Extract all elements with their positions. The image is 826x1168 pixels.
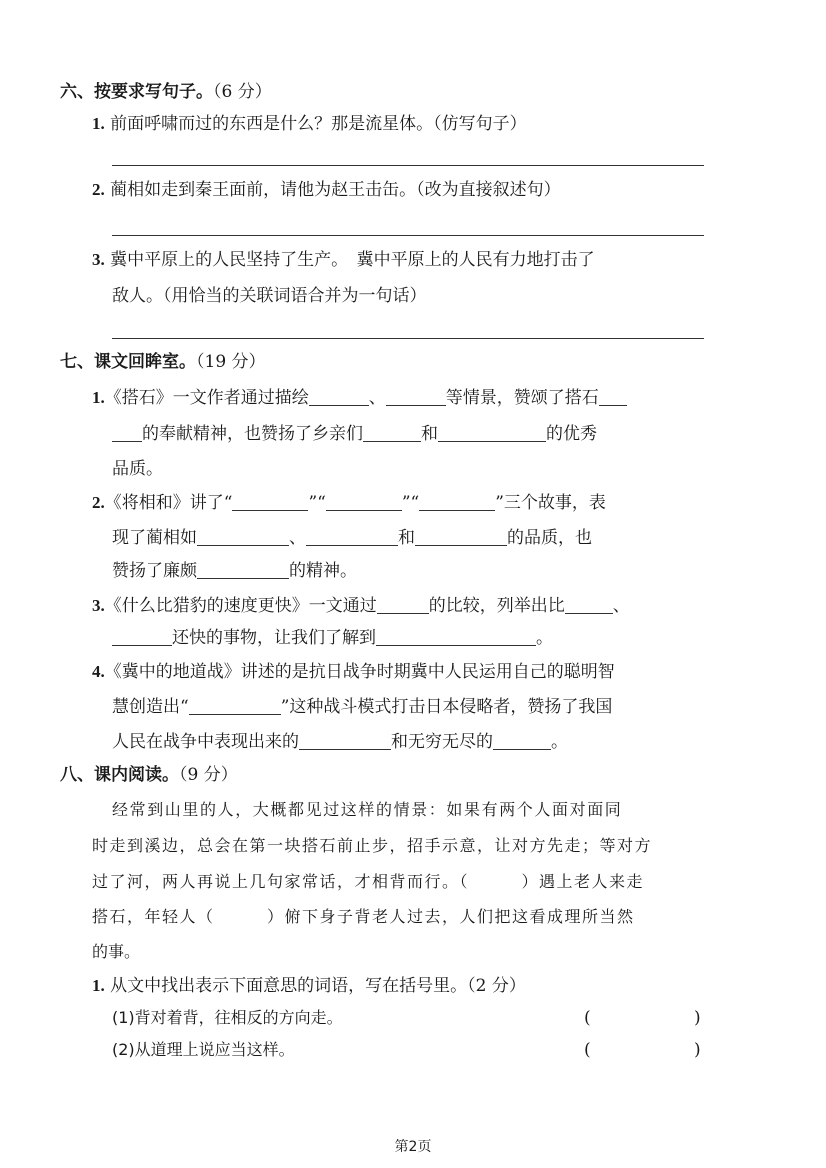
question-number: 2. <box>92 180 105 199</box>
heading-points: （9 分） <box>179 765 238 785</box>
fill-blank[interactable] <box>306 529 398 546</box>
fill-blank[interactable] <box>565 597 613 614</box>
s7-question-2-cont <box>112 528 592 548</box>
question-number: 1. <box>92 976 105 995</box>
s8-question-1 <box>92 976 526 996</box>
text: ”“ <box>401 493 420 513</box>
fill-blank[interactable] <box>415 529 507 546</box>
section-6-heading <box>60 82 272 102</box>
question-text: 蔺相如走到秦王面前，请他为赵王击缶。（改为直接叙述句） <box>110 180 561 200</box>
fill-blank[interactable] <box>232 494 308 511</box>
text: 还快的事物，让我们了解到 <box>172 628 376 648</box>
passage-line: 经常到山里的人，大概都见过这样的情景：如果有两个人面对面同 <box>112 800 623 819</box>
section-8-heading <box>60 765 238 785</box>
fill-blank[interactable] <box>376 629 536 646</box>
heading-text: 七、课文回眸室。 <box>60 352 196 372</box>
text: 的精神。 <box>289 561 357 581</box>
answer-paren-close[interactable]: ) <box>694 1008 701 1028</box>
question-number: 3. <box>92 250 105 269</box>
page-number: 第2页 <box>394 1139 432 1155</box>
s6-q1-answer-line[interactable] <box>112 165 704 166</box>
s7-question-4-cont <box>112 697 612 717</box>
fill-blank[interactable] <box>197 562 289 579</box>
question-number: 1. <box>92 388 105 407</box>
heading-text: 八、课内阅读。 <box>60 765 179 785</box>
text: ”三个故事，表 <box>495 493 606 513</box>
text: 《将相和》讲了“ <box>104 493 233 513</box>
heading-text: 六、按要求写句子。 <box>60 82 213 102</box>
answer-paren-close[interactable]: ) <box>694 1040 701 1060</box>
fill-blank[interactable] <box>419 494 495 511</box>
answer-paren-open[interactable]: ( <box>584 1008 591 1028</box>
passage-line: 的事。 <box>92 942 141 961</box>
text: 慧创造出“ <box>112 697 189 717</box>
s6-q3-answer-line[interactable] <box>112 338 704 339</box>
fill-blank[interactable] <box>377 597 429 614</box>
text: 。 <box>536 628 553 648</box>
s7-question-1-end: 品质。 <box>112 459 163 479</box>
text: 《搭石》一文作者通过描绘 <box>104 388 309 408</box>
text: 和 <box>421 424 438 444</box>
passage-line: 过了河，两人再说上几句家常话，才相背而行。（ ）遇上老人来走 <box>92 872 645 891</box>
fill-blank[interactable] <box>112 425 142 442</box>
text: 的比较，列举出比 <box>428 596 565 616</box>
text: ”“ <box>308 493 326 513</box>
text: 《冀中的地道战》讲述的是抗日战争时期冀中人民运用自己的聪明智 <box>104 662 615 682</box>
text: 和 <box>398 528 415 548</box>
fill-blank[interactable] <box>112 629 172 646</box>
s6-question-2 <box>92 180 561 200</box>
passage-line: 搭石，年轻人（ ）俯下身子背老人过去，人们把这看成理所当然 <box>92 907 635 926</box>
question-number: 2. <box>92 493 105 512</box>
fill-blank[interactable] <box>197 529 289 546</box>
s6-question-3-cont: 敌人。（用恰当的关联词语合并为一句话） <box>112 286 427 306</box>
question-number: 3. <box>92 596 105 615</box>
question-number: 1. <box>92 114 105 133</box>
s7-question-3 <box>92 596 630 616</box>
fill-blank[interactable] <box>493 733 551 750</box>
s6-question-1 <box>92 114 527 134</box>
text: 、 <box>612 596 630 616</box>
text: 和无穷无尽的 <box>391 732 493 752</box>
text: 、 <box>368 388 386 408</box>
question-number: 4. <box>92 662 105 681</box>
s7-question-4 <box>92 662 615 682</box>
s7-question-2 <box>92 493 606 513</box>
text: 的奉献精神，也赞扬了乡亲们 <box>142 424 363 444</box>
heading-points: （6 分） <box>213 82 272 102</box>
fill-blank[interactable] <box>189 698 281 715</box>
fill-blank[interactable] <box>309 389 369 406</box>
question-text: 前面呼啸而过的东西是什么？那是流星体。（仿写句子） <box>110 114 527 134</box>
text: 人民在战争中表现出来的 <box>112 732 299 752</box>
s7-question-2-end <box>112 561 357 581</box>
s6-question-3 <box>92 250 595 270</box>
s8-q1-item-2: (2)从道理上说应当这样。 <box>112 1040 295 1059</box>
section-7-heading <box>60 352 266 372</box>
fill-blank[interactable] <box>386 389 446 406</box>
text: 赞扬了廉颇 <box>112 561 197 581</box>
passage-line: 时走到溪边，总会在第一块搭石前止步，招手示意，让对方先走；等对方 <box>92 836 653 855</box>
s7-question-4-end <box>112 732 568 752</box>
text: ”这种战斗模式打击日本侵略者，赞扬了我国 <box>280 697 613 717</box>
fill-blank[interactable] <box>599 389 627 406</box>
fill-blank[interactable] <box>438 425 546 442</box>
s7-question-3-cont <box>112 628 553 648</box>
text: 的优秀 <box>546 424 597 444</box>
text: 、 <box>289 528 306 548</box>
fill-blank[interactable] <box>363 425 421 442</box>
question-text: 冀中平原上的人民坚持了生产。 冀中平原上的人民有力地打击了 <box>110 250 595 270</box>
text: 。 <box>551 732 568 752</box>
text: 《什么比猎豹的速度更快》一文通过 <box>104 596 377 616</box>
question-text: 从文中找出表示下面意思的词语，写在括号里。（2 分） <box>110 976 526 996</box>
s7-question-1 <box>92 388 627 408</box>
s6-q2-answer-line[interactable] <box>112 235 704 236</box>
s7-question-1-cont <box>112 424 597 444</box>
s8-q1-item-1: (1)背对着背，往相反的方向走。 <box>112 1008 343 1027</box>
text: 的品质，也 <box>507 528 592 548</box>
fill-blank[interactable] <box>299 733 391 750</box>
fill-blank[interactable] <box>326 494 402 511</box>
answer-paren-open[interactable]: ( <box>584 1040 591 1060</box>
text: 现了蔺相如 <box>112 528 197 548</box>
heading-points: （19 分） <box>196 352 266 372</box>
text: 等情景，赞颂了搭石 <box>445 388 599 408</box>
